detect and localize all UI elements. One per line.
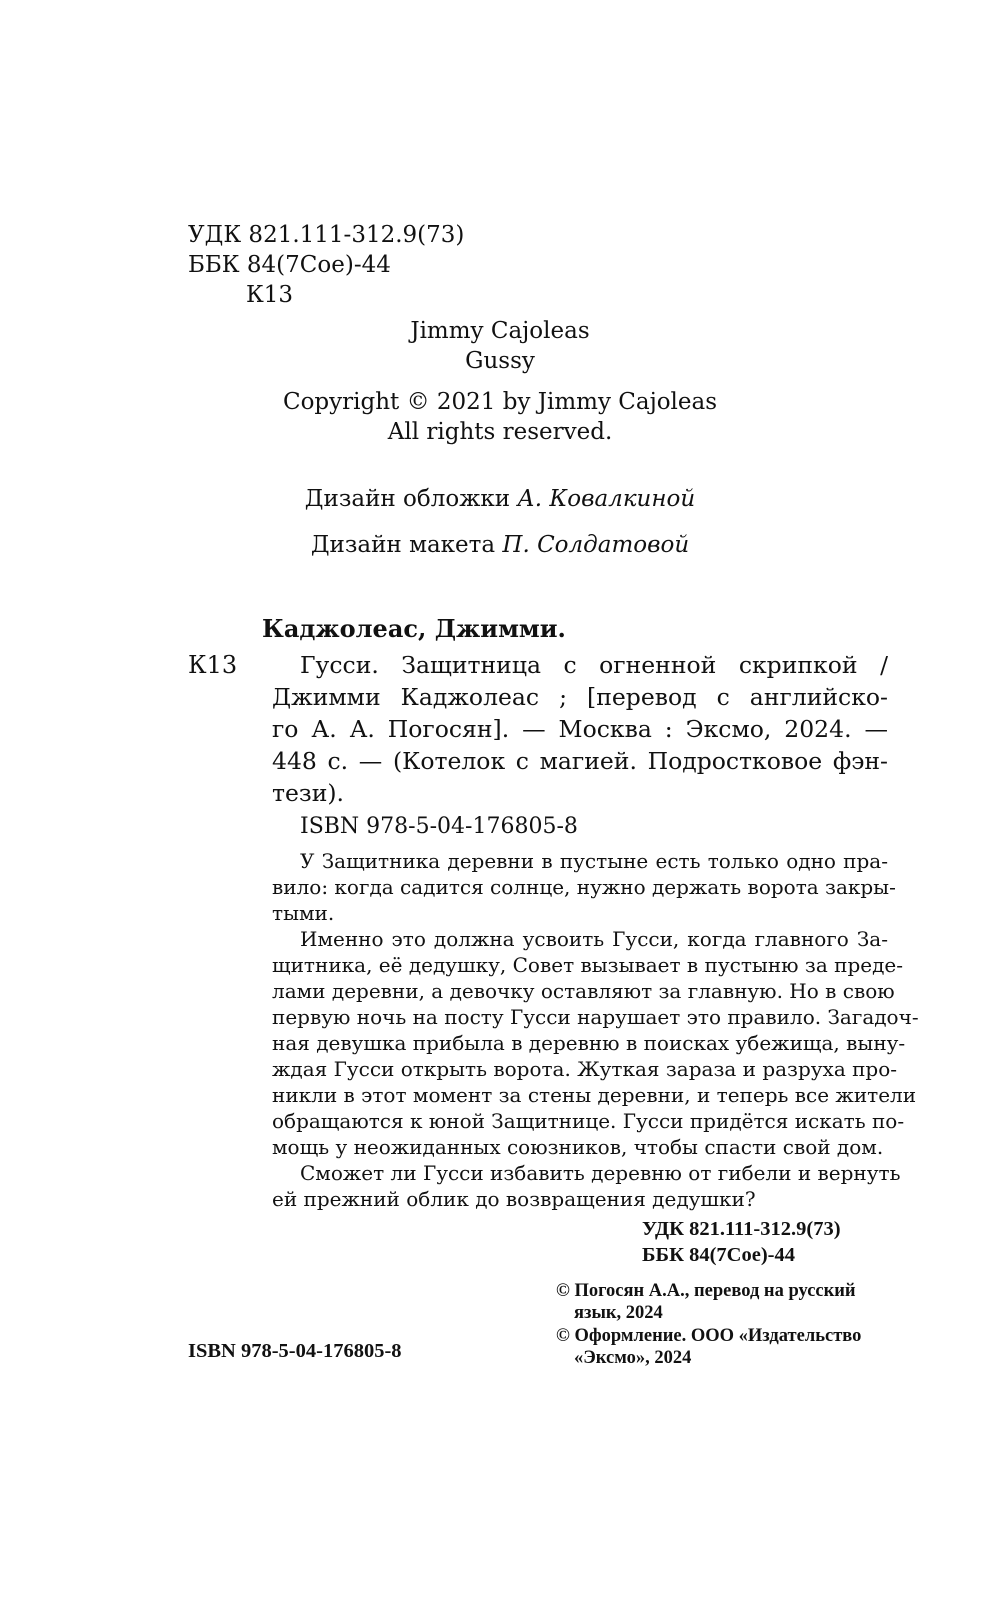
layout-design-label: Дизайн макета [310, 532, 496, 558]
catalog-line: Гусси. Защитница с огненной скрипкой / [300, 651, 888, 679]
bbk-code: ББК 84(7Сое)-44 [188, 252, 391, 278]
cover-design-credit [0, 484, 1000, 515]
annotation-line: лами деревни, а девочку оставляют за главную. Но в свою [272, 979, 895, 1003]
catalog-line: Джимми Каджолеас ; [перевод с английско- [272, 683, 888, 711]
layout-designer-name: П. Солдатовой [502, 532, 690, 558]
annotation-line: мощь у неожиданных союзников, чтобы спасти свой дом. [272, 1135, 884, 1159]
annotation-line: Сможет ли Гусси избавить деревню от гибели и вернуть [300, 1161, 901, 1185]
bottom-isbn: ISBN 978-5-04-176805-8 [188, 1340, 402, 1362]
annotation-line: ждая Гусси открыть ворота. Жуткая зараза и разруха про- [272, 1057, 898, 1081]
catalog-line: тези). [272, 779, 345, 807]
annotation-line: ная девушка прибыла в деревню в поисках убежища, выну- [272, 1031, 906, 1055]
annotation-line: У Защитника деревни в пустыне есть только одно пра- [300, 849, 888, 873]
design-copyright: © Оформление. ООО «Издательство [556, 1326, 862, 1346]
translation-copyright-cont: язык, 2024 [574, 1303, 663, 1323]
catalog-line: го А. А. Погосян]. — Москва : Эксмо, 2024. — [272, 715, 888, 743]
design-copyright-cont: «Эксмо», 2024 [574, 1348, 692, 1368]
annotation-line: ей прежний облик до возвращения дедушки? [272, 1187, 756, 1211]
udk-code: УДК 821.111-312.9(73) [188, 222, 465, 248]
translation-copyright: © Погосян А.А., перевод на русский [556, 1281, 856, 1301]
rights-line: All rights reserved. [387, 419, 613, 445]
cover-design-label: Дизайн обложки [304, 486, 511, 512]
copyright-line: Copyright © 2021 by Jimmy Cajoleas [282, 389, 718, 415]
annotation-line: щитника, её дедушку, Совет вызывает в пустыню за преде- [272, 953, 903, 977]
original-title: Gussy [465, 348, 535, 374]
original-author: Jimmy Cajoleas [410, 318, 590, 344]
annotation-line: вило: когда садится солнце, нужно держать ворота закры- [272, 875, 896, 899]
cover-designer-name: А. Ковалкиной [517, 486, 696, 512]
annotation-line: первую ночь на посту Гусси нарушает это правило. Загадоч- [272, 1005, 919, 1029]
catalog-heading: Каджолеас, Джимми. [262, 614, 566, 643]
layout-design-credit [0, 530, 1000, 561]
catalog-author-mark: К13 [188, 651, 238, 679]
annotation-line: никли в этот момент за стены деревни, и теперь все жители [272, 1083, 917, 1107]
catalog-line: 448 с. — (Котелок с магией. Подростковое фэн- [272, 747, 888, 775]
bottom-bbk-code: ББК 84(7Сое)-44 [642, 1244, 795, 1266]
annotation-line: тыми. [272, 901, 335, 925]
catalog-isbn: ISBN 978-5-04-176805-8 [300, 814, 578, 839]
annotation-line: обращаются к юной Защитнице. Гусси придётся искать по- [272, 1109, 905, 1133]
annotation-line: Именно это должна усвоить Гусси, когда главного За- [300, 927, 888, 951]
bottom-udk-code: УДК 821.111-312.9(73) [642, 1218, 841, 1240]
author-mark: К13 [246, 282, 294, 308]
